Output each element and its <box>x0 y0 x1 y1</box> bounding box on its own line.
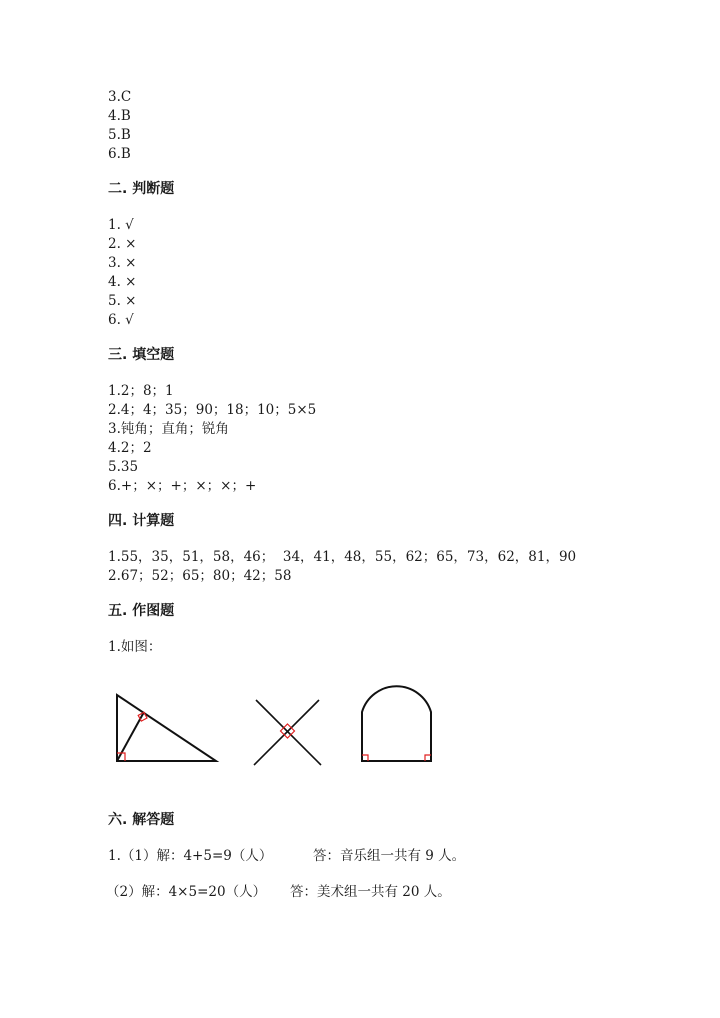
triangle-figure <box>117 695 216 761</box>
fill-answer-6: 6.+；×；+；×；×；+ <box>108 478 257 494</box>
section-title-draw: 五. 作图题 <box>108 603 175 619</box>
judge-answer-4: 4. × <box>108 274 137 290</box>
judge-answer-3: 3. × <box>108 255 137 271</box>
section-title-judge: 二. 判断题 <box>108 181 175 197</box>
solve-2-equation: （2）解：4×5=20（人） <box>106 884 267 900</box>
section-title-fill: 三. 填空题 <box>108 347 175 363</box>
fill-answer-1: 1.2；8；1 <box>108 383 174 399</box>
section-title-calc: 四. 计算题 <box>108 513 175 529</box>
calc-answer-1: 1.55，35，51，58，46； 34，41，48，55，62；65，73，62，81，90 <box>108 549 577 565</box>
solve-1-equation: 1.（1）解：4+5=9（人） <box>108 848 273 864</box>
arch-figure <box>362 686 431 761</box>
fill-answer-3: 3.钝角；直角；锐角 <box>108 421 229 437</box>
solve-2-answer: 答：美术组一共有 20 人。 <box>290 884 451 900</box>
draw-answer-1: 1.如图： <box>108 639 162 655</box>
solve-1-answer: 答：音乐组一共有 9 人。 <box>313 848 466 864</box>
judge-answer-2: 2. × <box>108 236 137 252</box>
fill-answer-5: 5.35 <box>108 459 139 475</box>
judge-answer-1: 1. √ <box>108 217 134 233</box>
choice-answer-3: 3.C <box>108 89 132 105</box>
choice-answer-5: 5.B <box>108 127 131 143</box>
section-title-solve: 六. 解答题 <box>108 812 175 828</box>
judge-answer-5: 5. × <box>108 293 137 309</box>
fill-answer-4: 4.2；2 <box>108 440 152 456</box>
calc-answer-2: 2.67；52；65；80；42；58 <box>108 568 292 584</box>
judge-answer-6: 6. √ <box>108 312 134 328</box>
fill-answer-2: 2.4；4；35；90；18；10；5×5 <box>108 402 317 418</box>
choice-answer-4: 4.B <box>108 108 131 124</box>
perpendicular-lines-figure <box>254 700 321 765</box>
choice-answer-6: 6.B <box>108 146 131 162</box>
